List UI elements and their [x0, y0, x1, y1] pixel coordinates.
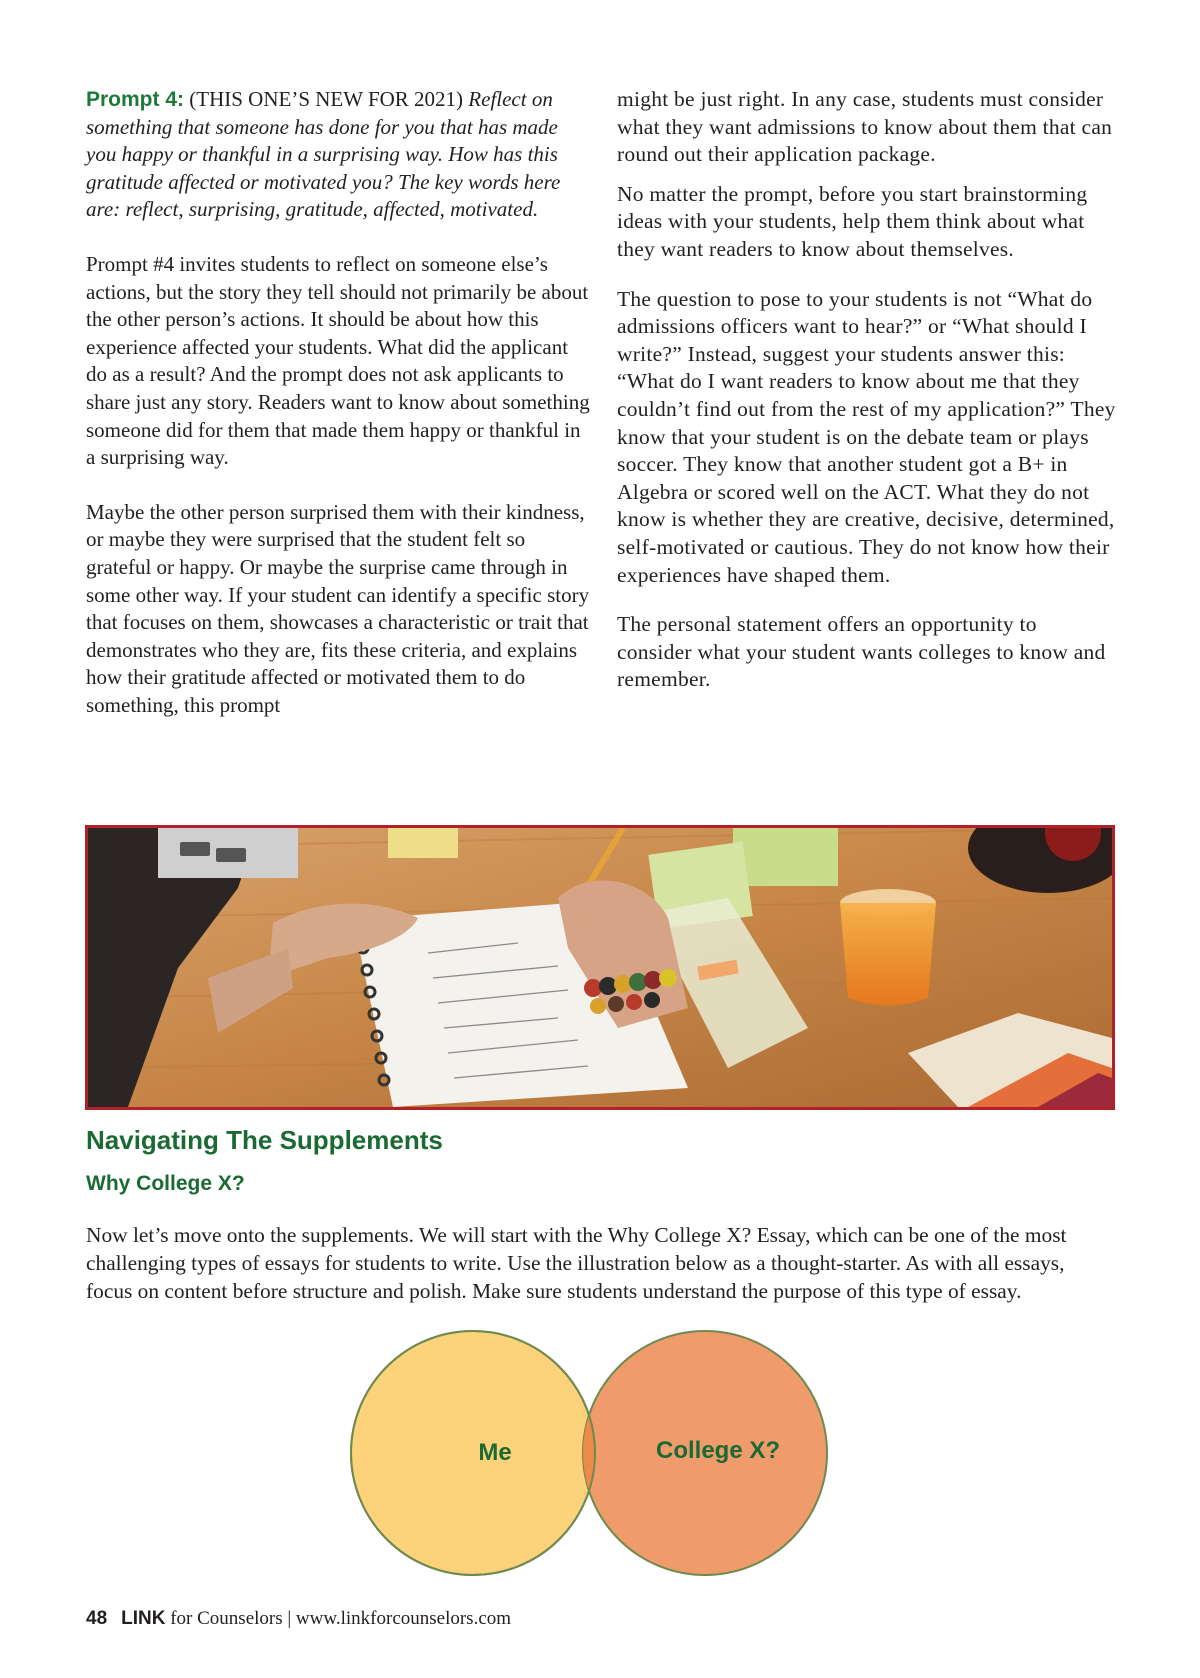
prompt-tag: (THIS ONE’S NEW FOR 2021) — [184, 87, 469, 111]
right-paragraph-1: might be just right. In any case, students must consider what they want admissions to know about them that can round out their application package. — [617, 87, 1113, 167]
footer-text: for Counselors | www.linkforcounselors.com — [165, 1608, 512, 1629]
right-paragraph-4: The personal statement offers an opportunity to consider what your student wants colleges to know and remember. — [617, 612, 1106, 692]
right-paragraph-2: No matter the prompt, before you start brainstorming ideas with your students, help them think about what they want readers to know about themselves. — [617, 181, 1088, 261]
page-number: 48 — [86, 1608, 108, 1629]
left-paragraph-1: Prompt #4 invites students to reflect on someone else’s actions, but the story they tell should not primarily be about the other person’s actions. It should be about how this experience affected your students. What did the applicant do as a result? And the prompt does not ask applicants to share just any story. Readers want to know about something someone did for them that made them happy or thankful in a surprising way. — [86, 251, 590, 470]
section-subheading: Why College X? — [86, 1172, 245, 1195]
venn-label-me: Me — [478, 1439, 512, 1466]
prompt-4-intro — [86, 86, 591, 224]
venn-label-college: College X? — [655, 1437, 781, 1464]
section-body: Now let’s move onto the supplements. We will start with the Why College X? Essay, which can be one of the most challenging types of essays for students to write. Use the illustration below as a thought-starter. As with all essays, focus on content before structure and polish. Make sure students understand the purpose of this type of essay. — [86, 1223, 1067, 1303]
right-paragraph-3: The question to pose to your students is not “What do admissions officers want to hear?” or “What should I write?” Instead, suggest your students answer this: “What do I want readers to know about me that they couldn’t find out from the rest of my application?” They know that your student is on the debate team or plays soccer. They know that another student got a B+ in Algebra or scored well on the ACT. What they do not know is whether they are creative, decisive, determined, self-motivated or cautious. They do not know how their experiences have shaped them. — [617, 286, 1116, 587]
page-footer — [86, 1608, 511, 1630]
prompt-text: Reflect on something that someone has done for you that has made you happy or thankful in a surprising way. How has this gratitude affected or motivated you? The key words here are: reflect, surprising, gratitude, affected, motivated. — [86, 87, 561, 222]
left-column — [86, 86, 591, 719]
prompt-label: Prompt 4: — [86, 88, 185, 111]
venn-circle-me — [351, 1331, 595, 1575]
venn-diagram — [350, 1318, 850, 1588]
footer-brand: LINK — [121, 1608, 166, 1629]
right-column — [617, 86, 1117, 694]
left-paragraph-2: Maybe the other person surprised them with their kindness, or maybe they were surprised that the student felt so grateful or happy. Or maybe the surprise came through in some other way. If your student can identify a specific story that focuses on them, showcases a characteristic or trait that demonstrates who they are, fits these criteria, and explains how their gratitude affected or motivated them to do something, this prompt — [86, 499, 590, 717]
writing-desk-photo — [85, 825, 1115, 1110]
section-heading: Navigating The Supplements — [86, 1125, 443, 1155]
